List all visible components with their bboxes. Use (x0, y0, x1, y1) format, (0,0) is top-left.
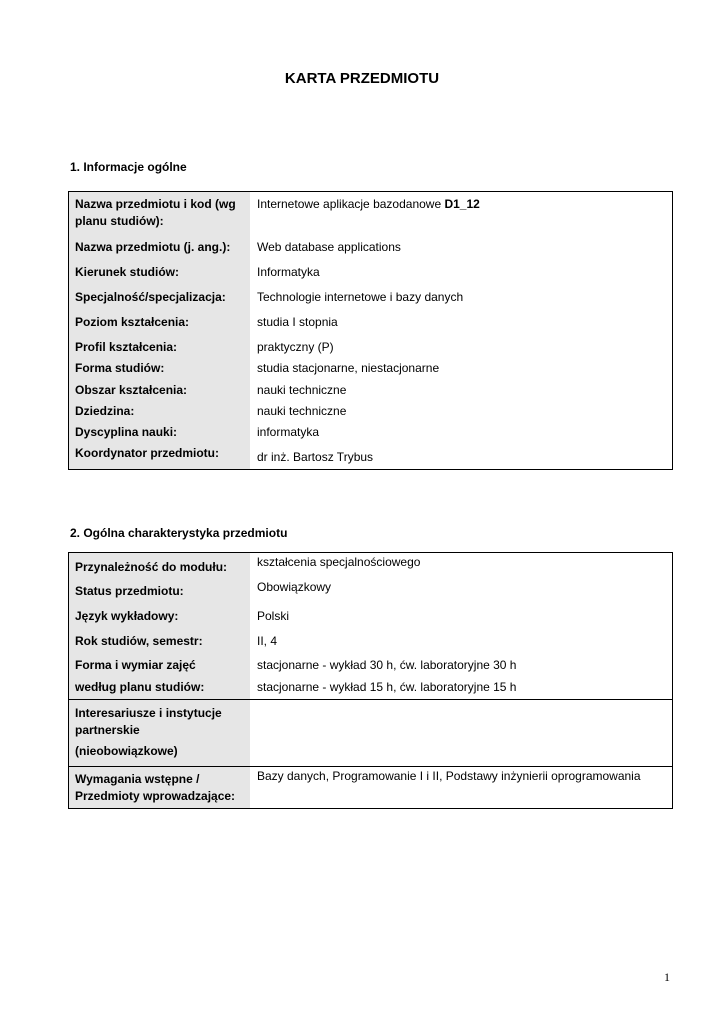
course-code: D1_12 (444, 197, 480, 211)
prerequisites-value: Bazy danych, Programowanie I i II, Podstawy inżynierii oprogramowania (257, 769, 641, 783)
discipline-label: Dyscyplina nauki: (75, 425, 178, 439)
class-form-plan-label: według planu studiów: (75, 680, 205, 694)
status-value: Obowiązkowy (257, 580, 332, 594)
class-form-label: Forma i wymiar zajęć (75, 658, 196, 672)
field-of-study-label: Kierunek studiów: (75, 265, 180, 279)
year-semester-label: Rok studiów, semestr: (75, 634, 203, 648)
domain-value: nauki techniczne (257, 404, 347, 418)
education-area-label: Obszar kształcenia: (75, 383, 188, 397)
module-label: Przynależność do modułu: (75, 560, 228, 574)
page-title: KARTA PRZEDMIOTU (284, 70, 440, 87)
specialization-value: Technologie internetowe i bazy danych (257, 290, 464, 304)
education-profile-label: Profil kształcenia: (75, 340, 178, 354)
status-label: Status przedmiotu: (75, 584, 184, 598)
module-value: kształcenia specjalnościowego (257, 555, 421, 569)
section-1-heading: 1. Informacje ogólne (70, 160, 187, 174)
prerequisites-label: Wymagania wstępne / Przedmioty wprowadzające: (75, 772, 236, 803)
specialization-label: Specjalność/specjalizacja: (75, 290, 226, 304)
page-number: 1 (664, 970, 670, 984)
field-of-study-value: Informatyka (257, 265, 320, 279)
stakeholders-label: Interesariusze i instytucje partnerskie (nieobowiązkowe) (75, 705, 245, 760)
section-2-heading: 2. Ogólna charakterystyka przedmiotu (70, 526, 288, 540)
education-level-label: Poziom kształcenia: (75, 315, 190, 329)
course-name-en-label: Nazwa przedmiotu (j. ang.): (75, 240, 231, 254)
language-value: Polski (257, 609, 290, 623)
coordinator-value: dr inż. Bartosz Trybus (257, 450, 374, 464)
row-divider (69, 766, 672, 767)
stakeholders-optional-note: (nieobowiązkowe) (75, 744, 178, 758)
course-characteristics-table (68, 552, 673, 809)
language-label: Język wykładowy: (75, 609, 179, 623)
education-area-value: nauki techniczne (257, 383, 347, 397)
study-form-label: Forma studiów: (75, 361, 165, 375)
education-level-value: studia I stopnia (257, 315, 338, 329)
class-form-value-fulltime: stacjonarne - wykład 30 h, ćw. laboratoryjne 30 h (257, 658, 517, 672)
course-name-label: Nazwa przedmiotu i kod (wg planu studiów): (75, 197, 236, 228)
course-name-value: Internetowe aplikacje bazodanowe D1_12 (257, 197, 480, 211)
education-profile-value: praktyczny (P) (257, 340, 334, 354)
row-divider (69, 699, 672, 700)
discipline-value: informatyka (257, 425, 320, 439)
year-semester-value: II, 4 (257, 634, 278, 648)
study-form-value: studia stacjonarne, niestacjonarne (257, 361, 440, 375)
general-info-table (68, 191, 673, 470)
coordinator-label: Koordynator przedmiotu: (75, 446, 219, 460)
class-form-value-parttime: stacjonarne - wykład 15 h, ćw. laboratoryjne 15 h (257, 680, 517, 694)
domain-label: Dziedzina: (75, 404, 135, 418)
course-name-en-value: Web database applications (257, 240, 401, 254)
